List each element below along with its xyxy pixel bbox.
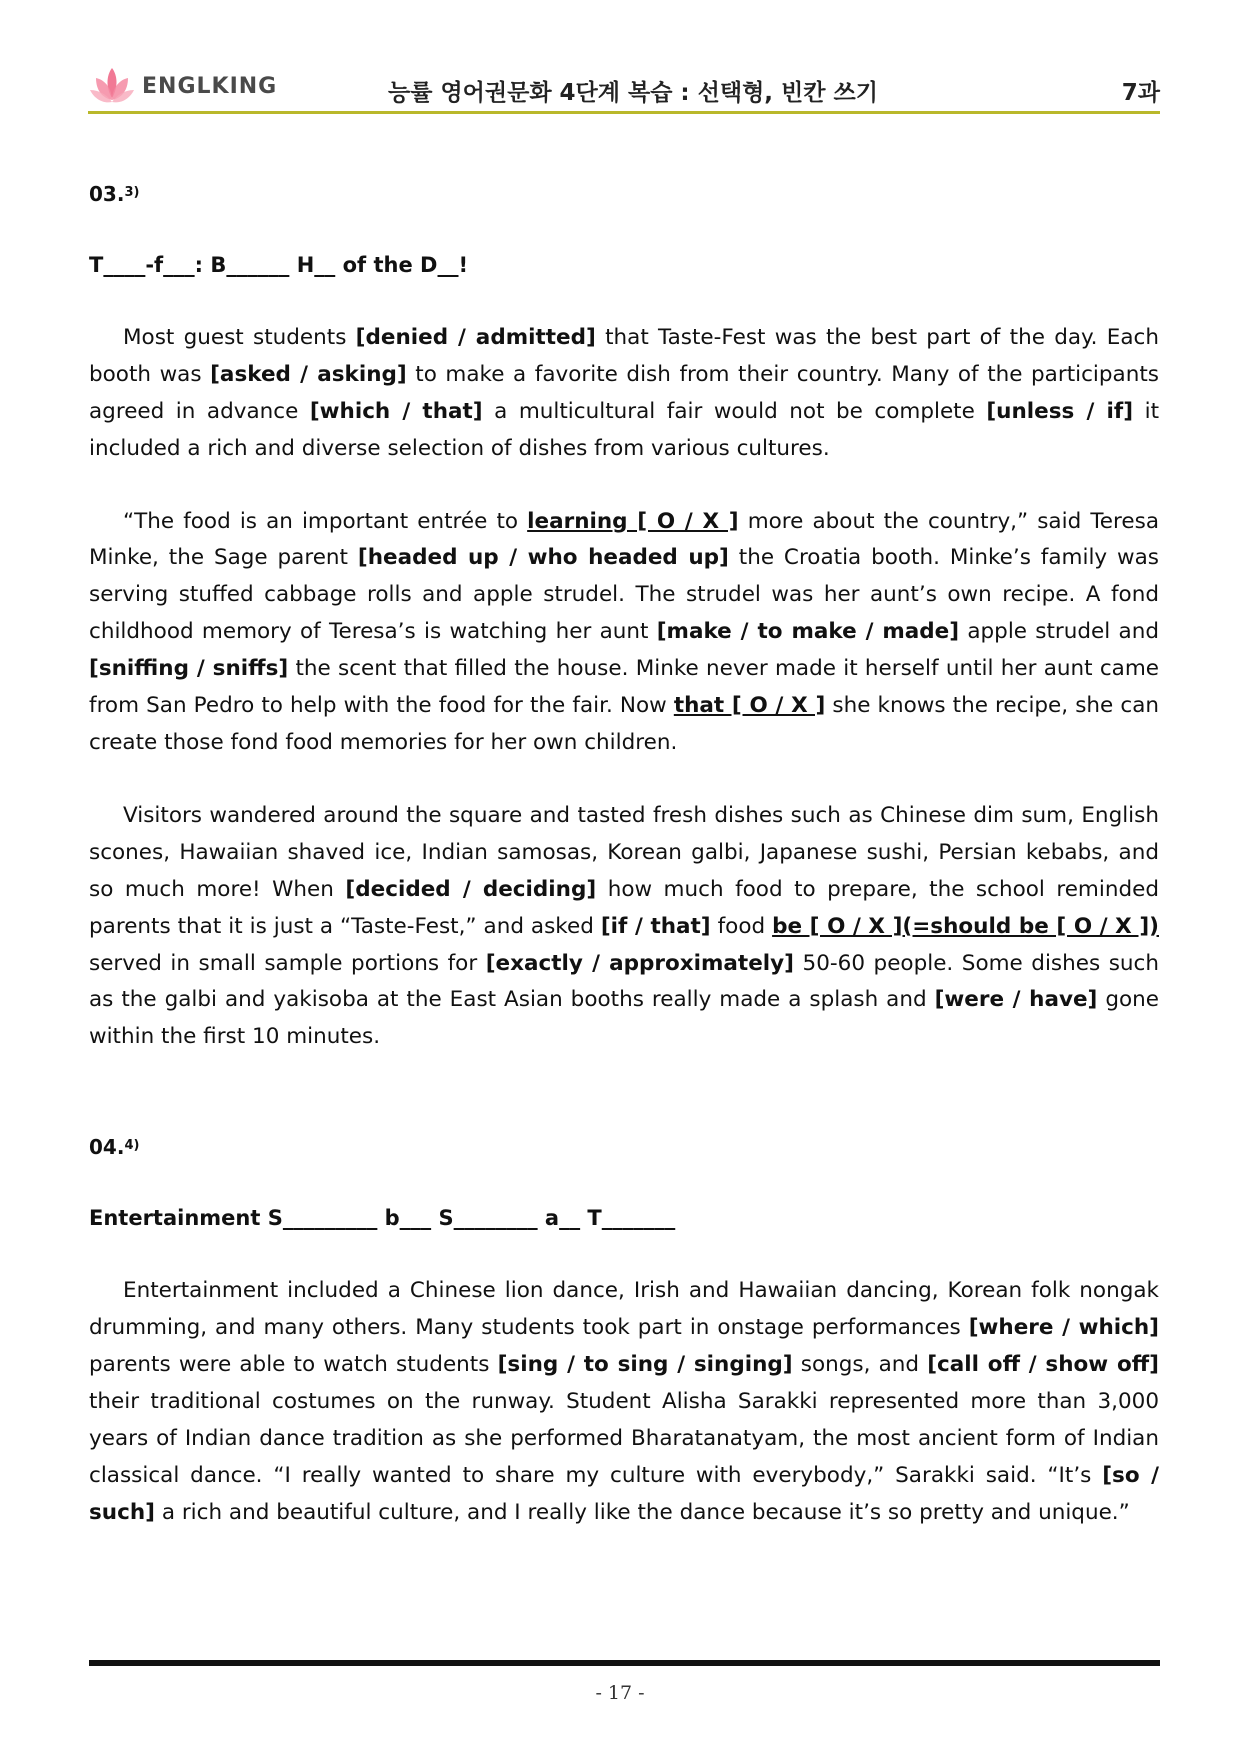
lesson-number: 7과 [1121, 80, 1160, 106]
text-run: the Croatia booth. Minke’s family was serving stuffed cabbage rolls and apple strudel. The strudel was her aunt’s own recipe. A fond childhood memory of Teresa’s is watching her aunt [89, 545, 1159, 645]
footer-divider [89, 1660, 1160, 1666]
question-3-paragraph-1 [89, 320, 1159, 468]
question-4-paragraph-1 [89, 1273, 1159, 1531]
text-run: Visitors wandered around the square and tasted fresh dishes such as Chinese dim sum, English scones, Hawaiian shaved ice, Indian samosas, Korean galbi, Japanese sushi, Persian kebabs, and so much more! When [89, 802, 1159, 902]
footnote-marker: 3) [124, 185, 140, 200]
document-body [89, 175, 1159, 1531]
text-run: gone within the first 10 minutes. [89, 987, 1159, 1050]
answer-choice: [unless / if] [986, 398, 1134, 424]
answer-choice: [where / which] [968, 1315, 1159, 1341]
answer-choice: [call off / show off] [927, 1351, 1159, 1377]
answer-choice: [if / that] [600, 913, 711, 939]
answer-choice: [headed up / who headed up] [357, 545, 729, 571]
question-3-paragraph-3 [89, 798, 1159, 1056]
text-run: a multicultural fair would not be complete [482, 398, 987, 424]
text-run: songs, and [792, 1351, 928, 1377]
text-run: 50-60 people. Some dishes such as the galbi and yakisoba at the East Asian booths really made a splash and [89, 950, 1159, 1013]
answer-choice: [denied / admitted] [355, 324, 596, 350]
answer-choice: [sniffing / sniffs] [89, 656, 289, 682]
text-run: to make a favorite dish from their country. Many of the participants agreed in advance [89, 361, 1159, 424]
question-3-number: 03.$^{3)}$ [89, 182, 140, 206]
answer-choice: [decided / deciding] [345, 876, 597, 902]
text-run: more about the country,” said Teresa Minke, the Sage parent [89, 508, 1159, 571]
text-run: Most guest students [123, 324, 356, 350]
text-run: parents were able to watch students [89, 1351, 498, 1377]
text-run: it included a rich and diverse selection of dishes from various cultures. [89, 398, 1159, 461]
text-run: the scent that filled the house. Minke never made it herself until her aunt came from San Pedro to help with the food for the fair. Now [89, 656, 1160, 719]
question-4-number: 04.$^{4)}$ [89, 1135, 140, 1160]
text-run: “The food is an important entrée to [123, 508, 528, 534]
answer-choice: [were / have] [934, 987, 1098, 1013]
text-run: a rich and beautiful culture, and I really like the dance because it’s so pretty and unique.” [154, 1499, 1130, 1525]
answer-choice: [sing / to sing / singing] [497, 1351, 793, 1377]
logo-text: ENGLKING [142, 73, 278, 99]
page-title: 능률 영어권문화 4단계 복습 : 선택형, 빈칸 쓰기 [388, 80, 878, 106]
question-3-paragraph-2 [89, 504, 1159, 762]
text-run: food [710, 913, 773, 939]
answer-choice: [exactly / approximately] [485, 950, 794, 976]
footnote-marker: 4) [124, 1138, 140, 1154]
text-run: their traditional costumes on the runway. Student Alisha Sarakki represented more than 3,000 years of Indian dance tradition as she performed Bharatanatyam, the most ancient form of Indian classical dance. “I really wanted to share my culture with everybody,” Sarakki said. “It’s [89, 1388, 1159, 1488]
text-run: she knows the recipe, she can create those fond food memories for her own children. [89, 693, 1159, 755]
ox-question: be [ O / X ](=should be [ O / X ]) [772, 913, 1159, 939]
question-4-title: Entertainment S_________ b___ S________ a__ T_______ [89, 1206, 676, 1231]
page-header [88, 62, 1160, 114]
ox-question: learning [ O / X ] [527, 508, 739, 534]
answer-choice: [so / such] [89, 1462, 1159, 1525]
lotus-flower-icon [88, 64, 136, 108]
ox-question: that [ O / X ] [673, 693, 826, 719]
text-run: that Taste-Fest was the best part of the day. Each booth was [89, 324, 1159, 387]
answer-choice: [make / to make / made] [656, 619, 960, 645]
page-number: - 17 - [595, 1682, 645, 1704]
answer-choice: [asked / asking] [210, 361, 407, 387]
answer-choice: [which / that] [309, 398, 483, 424]
text-run: apple strudel and [959, 619, 1159, 645]
text-run: how much food to prepare, the school reminded parents that it is just a “Taste-Fest,” and asked [89, 876, 1160, 939]
header-divider [88, 111, 1160, 114]
text-run: served in small sample portions for [89, 950, 486, 976]
text-run: Entertainment included a Chinese lion dance, Irish and Hawaiian dancing, Korean folk nongak drumming, and many others. Many students took part in onstage performances [89, 1278, 1159, 1341]
question-3-title: T____-f___: B______ H__ of the D__! [89, 253, 469, 277]
englking-logo [88, 64, 277, 108]
